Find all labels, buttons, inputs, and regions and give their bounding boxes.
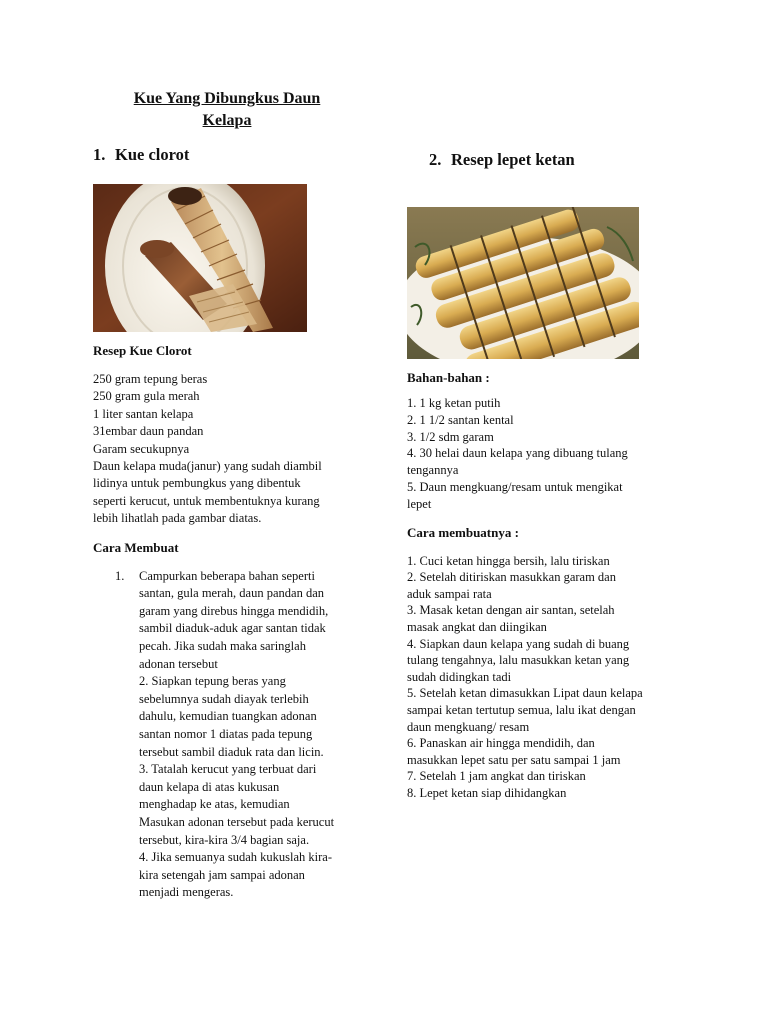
method-line: santan, gula merah, daun pandan dan	[139, 586, 325, 601]
method-line: 4. Siapkan daun kelapa yang sudah di buang	[407, 636, 630, 651]
ingredient-line: lebih lihatlah pada gambar diatas.	[93, 511, 262, 526]
method-line: daun mengkuang/ resam	[407, 719, 530, 734]
recipe-title: Resep Kue Clorot	[93, 343, 192, 358]
method-line: sudah didingkan tadi	[407, 669, 512, 684]
method-line: 2. Siapkan tepung beras yang	[139, 674, 286, 689]
right-column	[407, 150, 682, 801]
method-line: 3. Masak ketan dengan air santan, setelah	[407, 603, 615, 618]
section-title: Resep lepet ketan	[451, 150, 575, 169]
method-line: sambil diaduk-aduk agar santan tidak	[139, 621, 326, 636]
method-line: Masukan adonan tersebut pada kerucut	[139, 814, 335, 829]
method-line: tersebut sambil diaduk rata dan licin.	[139, 744, 324, 759]
method-line: 4. Jika semuanya sudah kukuslah kira-	[139, 850, 333, 865]
document-title	[112, 88, 342, 132]
ingredient-line: 4. 30 helai daun kelapa yang dibuang tulang	[407, 446, 628, 461]
ingredient-line: tengannya	[407, 463, 459, 478]
method-line: 5. Setelah ketan dimasukkan Lipat daun kelapa	[407, 686, 643, 701]
ingredients-block	[93, 371, 368, 528]
method-title: Cara membuatnya :	[407, 524, 519, 540]
step-number: 1.	[115, 568, 125, 583]
ingredient-line: 5. Daun mengkuang/resam untuk mengikat	[407, 479, 623, 494]
method-steps	[93, 568, 368, 902]
ingredient-line: 1 liter santan kelapa	[93, 406, 194, 421]
method-line: 8. Lepet ketan siap dihidangkan	[407, 785, 567, 800]
method-line: garam yang direbus hingga mendidih,	[139, 603, 329, 618]
method-line: 6. Panaskan air hingga mendidih, dan	[407, 736, 595, 751]
lepet-ketan-photo	[407, 207, 639, 359]
method-line: masak angkat dan diingikan	[407, 619, 547, 634]
title-line-2: Kelapa	[202, 112, 252, 129]
ingredient-line: seperti kerucut, untuk membentuknya kurang	[93, 493, 320, 508]
section-heading-lepet-ketan	[407, 150, 682, 170]
method-line: menjadi mengeras.	[139, 885, 234, 900]
kue-clorot-photo	[93, 184, 307, 332]
method-line: pecah. Jika sudah maka saringlah	[139, 639, 306, 654]
method-line: kira setengah jam sampai adonan	[139, 867, 305, 882]
ingredient-line: 250 gram tepung beras	[93, 372, 208, 386]
method-line: masukkan lepet satu per satu sampai 1 jam	[407, 752, 621, 767]
section-number: 2.	[429, 150, 442, 169]
ingredient-line: lepet	[407, 496, 432, 511]
method-line: 3. Tatalah kerucut yang terbuat dari	[139, 762, 317, 777]
method-line: santan nomor 1 diatas pada tepung	[139, 727, 313, 741]
method-line: aduk sampai rata	[407, 586, 492, 601]
ingredient-line: 250 gram gula merah	[93, 389, 200, 404]
ingredient-line: 3. 1/2 sdm garam	[407, 429, 494, 444]
ingredient-line: Daun kelapa muda(janur) yang sudah diambil	[93, 459, 322, 474]
section-heading-kue-clorot	[93, 145, 368, 165]
section-title: Kue clorot	[115, 145, 190, 164]
method-line: menghadap ke atas, kemudian	[139, 797, 290, 812]
method-line: Campurkan beberapa bahan seperti	[139, 568, 315, 583]
method-line: 2. Setelah ditiriskan masukkan garam dan	[407, 570, 616, 585]
ingredient-line: 1. 1 kg ketan putih	[407, 396, 501, 410]
ingredient-line: 31embar daun pandan	[93, 424, 204, 439]
ingredient-line: Garam secukupnya	[93, 441, 190, 456]
method-line: 1. Cuci ketan hingga bersih, lalu tiriskan	[407, 553, 610, 568]
method-line: sampai ketan tertutup semua, lalu ikat dengan	[407, 702, 636, 717]
method-line: dahulu, kemudian tuangkan adonan	[139, 709, 317, 724]
ingredients-block	[407, 395, 682, 513]
ingredients-title: Bahan-bahan :	[407, 370, 490, 385]
method-line: sebelumnya sudah diayak terlebih	[139, 691, 309, 706]
method-line: adonan tersebut	[139, 656, 218, 671]
method-line: daun kelapa di atas kukusan	[139, 779, 280, 794]
method-line: tulang tengahnya, lalu masukkan ketan yang	[407, 653, 630, 668]
method-title: Cara Membuat	[93, 539, 179, 555]
ingredient-line: lidinya untuk pembungkus yang dibentuk	[93, 476, 301, 491]
title-line-1: Kue Yang Dibungkus Daun	[133, 90, 321, 107]
method-steps	[407, 553, 682, 802]
ingredient-line: 2. 1 1/2 santan kental	[407, 412, 514, 427]
left-column	[93, 145, 368, 902]
section-number: 1.	[93, 145, 106, 164]
method-line: tersebut, kira-kira 3/4 bagian saja.	[139, 832, 310, 847]
method-line: 7. Setelah 1 jam angkat dan tiriskan	[407, 769, 586, 784]
